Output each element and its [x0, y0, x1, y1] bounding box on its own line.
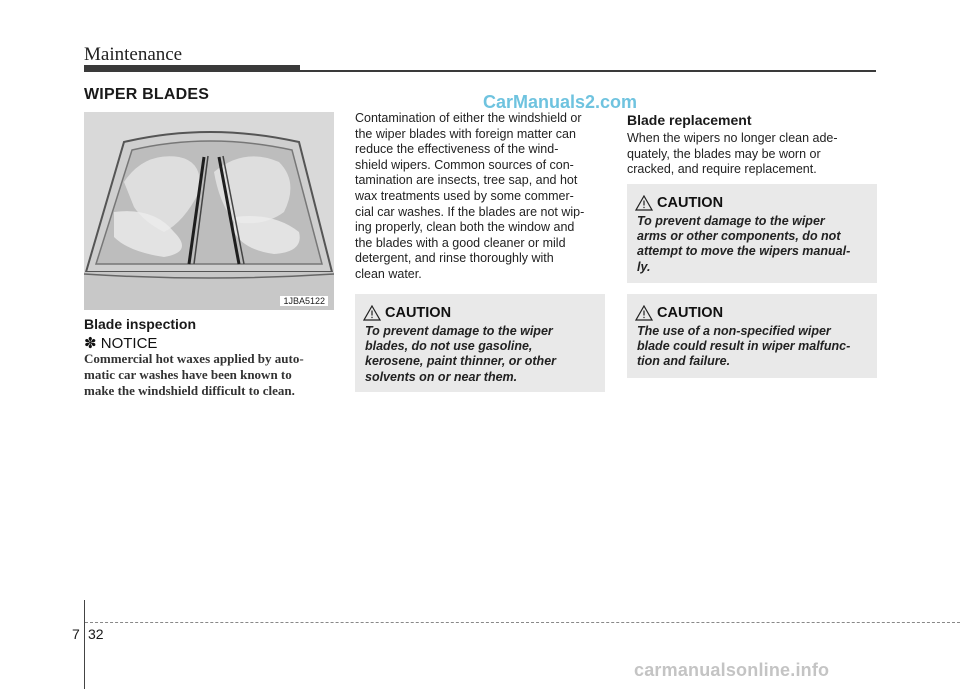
warning-triangle-icon	[635, 305, 653, 321]
header-section-title: Maintenance	[84, 44, 183, 65]
caution-line: kerosene, paint thinner, or other	[365, 354, 557, 369]
paragraph-line: clean water.	[355, 266, 422, 281]
caution-text	[365, 324, 595, 385]
chapter-number: 7	[72, 626, 80, 642]
caution-line: To prevent damage to the wiper	[637, 214, 825, 228]
notice-body	[84, 351, 334, 399]
windshield-illustration	[84, 112, 334, 310]
blade-inspection-title: Blade inspection	[84, 316, 197, 332]
notice-label: NOTICE	[100, 335, 158, 352]
caution-header	[635, 194, 867, 212]
warning-triangle-icon	[363, 305, 381, 321]
warning-triangle-icon	[635, 195, 653, 211]
caution-header	[635, 304, 867, 322]
windshield-wiper-image	[84, 112, 334, 310]
replacement-paragraph	[627, 131, 877, 178]
paragraph-line: Contamination of either the windshield or	[355, 111, 582, 125]
caution-line: blades, do not use gasoline,	[365, 339, 533, 354]
caution-text	[637, 214, 867, 275]
caution-text	[637, 324, 867, 370]
paragraph-line: cracked, and require replacement.	[627, 162, 817, 177]
paragraph-line: detergent, and rinse thoroughly with	[355, 251, 554, 266]
paragraph-line: wax treatments used by some commer-	[355, 188, 574, 203]
caution-header	[363, 304, 595, 322]
paragraph-line: ing properly, clean both the window and	[355, 220, 575, 235]
paragraph-line: quately, the blades may be worn or	[627, 146, 821, 161]
caution-line: arms or other components, do not	[637, 229, 841, 244]
section-title: WIPER BLADES	[84, 86, 210, 103]
caution-line: tion and failure.	[637, 354, 731, 369]
paragraph-line: cial car washes. If the blades are not wip-	[355, 204, 585, 219]
caution-title: CAUTION	[657, 195, 724, 211]
paragraph-line: shield wipers. Common sources of con-	[355, 157, 574, 172]
page-number: 32	[88, 626, 104, 642]
header-bar	[84, 65, 300, 72]
footer-vertical-rule	[84, 600, 85, 689]
header-rule	[300, 70, 876, 72]
caution-box-non-specified	[627, 294, 877, 378]
paragraph-line: the wiper blades with foreign matter can	[355, 126, 576, 141]
caution-line: blade could result in wiper malfunc-	[637, 339, 851, 354]
paragraph-line: reduce the effectiveness of the wind-	[355, 142, 559, 157]
caution-title: CAUTION	[657, 305, 724, 321]
caution-line: attempt to move the wipers manual-	[637, 244, 851, 259]
caution-title: CAUTION	[385, 305, 452, 321]
caution-box-manual-move	[627, 184, 877, 283]
notice-star-icon: ✽	[84, 335, 97, 352]
notice-heading	[84, 334, 157, 352]
caution-line: solvents on or near them.	[365, 369, 518, 384]
contamination-paragraph	[355, 111, 605, 283]
footer-dashed-rule	[85, 622, 960, 623]
watermark-top[interactable]: CarManuals2.com	[483, 92, 638, 112]
paragraph-line: the blades with a good cleaner or mild	[355, 235, 566, 250]
figure-label: 1JBA5122	[280, 296, 328, 306]
notice-line: Commercial hot waxes applied by auto-	[84, 351, 304, 366]
paragraph-line: tamination are insects, tree sap, and hot	[355, 173, 578, 188]
paragraph-line: When the wipers no longer clean ade-	[627, 131, 838, 145]
caution-line: ly.	[637, 259, 651, 274]
watermark-bottom[interactable]: carmanualsonline.info	[634, 660, 830, 680]
caution-box-solvents	[355, 294, 605, 392]
notice-line: matic car washes have been known to	[84, 367, 292, 382]
blade-replacement-title: Blade replacement	[627, 112, 752, 128]
caution-line: To prevent damage to the wiper	[365, 324, 553, 338]
caution-line: The use of a non-specified wiper	[637, 324, 831, 338]
notice-line: make the windshield difficult to clean.	[84, 383, 295, 398]
